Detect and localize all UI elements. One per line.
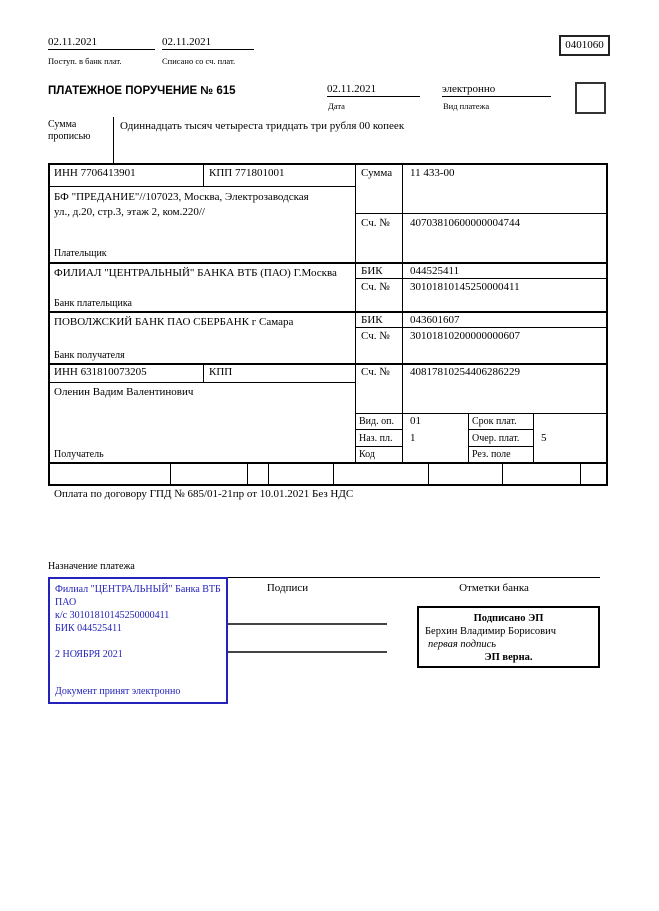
bank-stamp xyxy=(48,577,228,704)
payer-bank-name: ФИЛИАЛ "ЦЕНТРАЛЬНЫЙ" БАНКА ВТБ (ПАО) Г.Москва xyxy=(54,267,337,279)
reserve-label: Рез. поле xyxy=(472,449,511,460)
received-date-label: Поступ. в банк плат. xyxy=(48,56,122,66)
purpose-code-label: Наз. пл. xyxy=(359,433,393,444)
date-label: Дата xyxy=(328,101,345,111)
stamp-date: 2 НОЯБРЯ 2021 xyxy=(55,649,123,660)
table-line xyxy=(48,163,608,165)
esign-verified: ЭП верна. xyxy=(484,652,533,663)
payee-inn: ИНН 631810073205 xyxy=(54,366,147,378)
table-line xyxy=(468,413,469,462)
sum-label: Сумма xyxy=(361,167,393,179)
table-line xyxy=(355,446,402,447)
table-line xyxy=(48,262,608,264)
signature-line-2 xyxy=(228,651,387,653)
stamp-bik: БИК 044525411 xyxy=(55,623,122,634)
payer-bank-bik-value: 044525411 xyxy=(410,265,460,277)
esign-box xyxy=(417,606,600,668)
payer-bank-account-value: 30101810145250000411 xyxy=(410,281,520,293)
stamp-spacer xyxy=(55,661,221,685)
table-line xyxy=(502,462,503,484)
payer-bank-account-label: Сч. № xyxy=(361,281,390,293)
signatures-header: Подписи xyxy=(266,582,309,594)
table-line xyxy=(606,163,608,486)
payee-account-value: 40817810254406286229 xyxy=(410,366,520,378)
table-line xyxy=(48,484,608,486)
payer-account-label: Сч. № xyxy=(361,217,390,229)
stamp-bank-name: Филиал "ЦЕНТРАЛЬНЫЙ" Банка ВТБ ПАО xyxy=(55,584,221,608)
table-line xyxy=(48,163,50,486)
form-code-box: 0401060 xyxy=(559,35,610,56)
payer-name: БФ "ПРЕДАНИЕ"//107023, Москва, Электрозаводская ул., д.20, стр.3, этаж 2, ком.220// xyxy=(54,191,309,218)
order-label: Очер. плат. xyxy=(472,433,520,444)
table-line xyxy=(48,462,608,464)
payment-purpose-text: Оплата по договору ГПД № 685/01-21пр от 10.01.2021 Без НДС xyxy=(54,488,354,500)
stamp-footer: Документ принят электронно xyxy=(55,686,181,697)
payment-kind-box xyxy=(575,82,606,114)
payment-purpose-label: Назначение платежа xyxy=(48,561,135,572)
esign-signer-name: Берхин Владимир Борисович xyxy=(425,626,556,637)
payee-bank-bik-value: 043601607 xyxy=(410,314,460,326)
payee-kpp: КПП xyxy=(209,366,233,378)
table-line xyxy=(355,327,608,328)
table-line xyxy=(247,462,248,484)
payer-account-value: 40703810600000004744 xyxy=(410,217,520,229)
payment-type-label: Вид платежа xyxy=(443,101,490,111)
table-line xyxy=(468,446,533,447)
table-line xyxy=(428,462,429,484)
table-line xyxy=(355,163,356,462)
payer-kpp: КПП 771801001 xyxy=(209,167,285,179)
table-line xyxy=(533,413,534,462)
payee-bank-account-label: Сч. № xyxy=(361,330,390,342)
table-line xyxy=(355,429,402,430)
payee-bank-account-value: 30101810200000000607 xyxy=(410,330,520,342)
table-line xyxy=(203,363,204,382)
received-date-field: 02.11.2021 xyxy=(48,36,155,50)
debited-date-field: 02.11.2021 xyxy=(162,36,254,50)
amount-words-value: Одиннадцать тысяч четыреста тридцать три рубля 00 копеек xyxy=(120,120,405,132)
order-value: 5 xyxy=(541,432,547,444)
sum-value: 11 433-00 xyxy=(410,167,455,179)
table-line xyxy=(580,462,581,484)
table-line xyxy=(48,186,355,187)
document-title: ПЛАТЕЖНОЕ ПОРУЧЕНИЕ № 615 xyxy=(48,85,236,97)
payer-label: Плательщик xyxy=(54,248,107,259)
op-type-label: Вид. оп. xyxy=(359,416,394,427)
table-line xyxy=(402,163,403,462)
signature-line-1 xyxy=(228,623,387,625)
payee-name: Оленин Вадим Валентинович xyxy=(54,386,194,398)
stamp-spacer xyxy=(55,635,221,648)
op-type-value: 01 xyxy=(410,415,421,427)
stamp-corr-account: к/с 30101810145250000411 xyxy=(55,610,170,621)
payee-account-label: Сч. № xyxy=(361,366,390,378)
table-line xyxy=(333,462,334,484)
esign-title: Подписано ЭП xyxy=(473,613,544,624)
payee-bank-name: ПОВОЛЖСКИЙ БАНК ПАО СБЕРБАНК г Самара xyxy=(54,316,294,328)
bank-marks-header: Отметки банка xyxy=(459,582,529,594)
table-line xyxy=(468,429,533,430)
payee-label: Получатель xyxy=(54,449,104,460)
divider xyxy=(113,117,114,163)
date-field: 02.11.2021 xyxy=(327,83,420,97)
payer-bank-label: Банк плательщика xyxy=(54,298,132,309)
payer-bank-bik-label: БИК xyxy=(361,265,383,277)
table-line xyxy=(48,311,608,313)
esign-signature-type: первая подпись xyxy=(428,639,497,650)
code-label: Код xyxy=(359,449,375,460)
due-date-label: Срок плат. xyxy=(472,416,517,427)
table-line xyxy=(355,213,608,214)
table-line xyxy=(268,462,269,484)
table-line xyxy=(170,462,171,484)
table-line xyxy=(48,382,355,383)
purpose-code-value: 1 xyxy=(410,432,416,444)
table-line xyxy=(48,363,608,365)
amount-words-label: Сумма прописью xyxy=(48,119,91,142)
payee-bank-label: Банк получателя xyxy=(54,350,125,361)
table-line xyxy=(355,413,608,414)
payee-bank-bik-label: БИК xyxy=(361,314,383,326)
debited-date-label: Списано со сч. плат. xyxy=(162,56,236,66)
payment-type-field: электронно xyxy=(442,83,551,97)
payer-inn: ИНН 7706413901 xyxy=(54,167,136,179)
table-line xyxy=(355,278,608,279)
table-line xyxy=(203,163,204,186)
